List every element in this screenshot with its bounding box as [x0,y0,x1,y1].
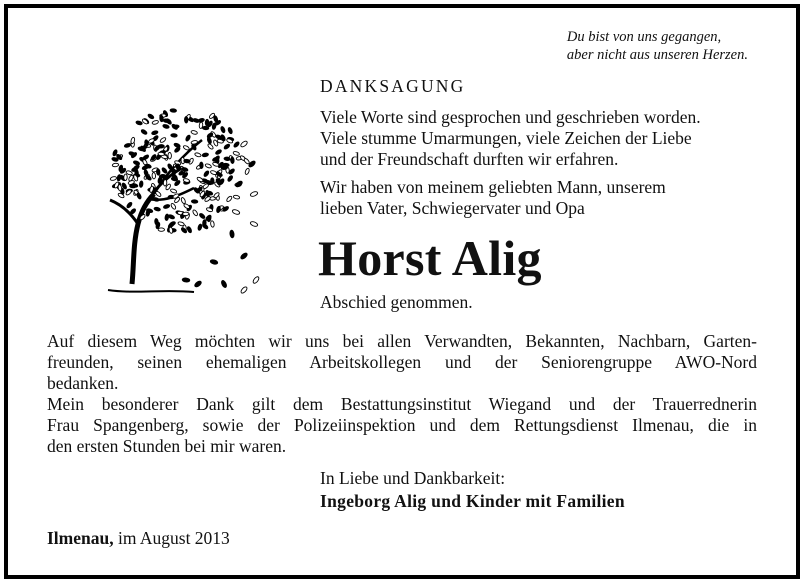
thanks-paragraph-2 [47,394,757,457]
closing-text: In Liebe und Dankbarkeit: [320,468,506,488]
place-date-text: im August 2013 [117,528,230,548]
signers: Ingeborg Alig und Kinder mit Familien [320,491,625,511]
intro-line-3: und der Freundschaft durften wir erfahren. [320,149,619,169]
thanks-line: den ersten Stunden bei mir waren. [47,436,287,456]
motto-line-1: Du bist von uns gegangen, [566,29,722,45]
motto [567,28,748,64]
intro-text [320,107,701,170]
thanks-body [47,331,757,457]
motto-line-2: aber nicht aus unseren Herzen. [566,47,748,63]
place-date [47,528,230,549]
windblown-tree-icon [94,84,264,306]
thanks-paragraph-1 [47,331,757,394]
intro-line-1: Viele Worte sind gesprochen und geschrieben worden. [320,107,701,127]
deceased-name: Horst Alig [318,230,542,286]
farewell-text [320,177,666,219]
thanks-line: bedanken. [47,373,119,393]
thanks-line: freunden, seinen ehemaligen Arbeitskollegen und der Seniorengruppe AWO-Nord [47,352,757,372]
heading: DANKSAGUNG [320,76,466,96]
thanks-line: Auf diesem Weg möchten wir uns bei allen Verwandten, Bekannten, Nachbarn, Garten- [47,331,757,351]
place-city: Ilmenau, [47,528,114,548]
thanks-line: Frau Spangenberg, sowie der Polizeiinspektion und dem Rettungsdienst Ilmenau, die in [47,415,757,435]
intro-line-2: Viele stumme Umarmungen, viele Zeichen der Liebe [320,128,692,148]
farewell-line-1: Wir haben von meinem geliebten Mann, unserem [320,177,666,197]
farewell-line-2: lieben Vater, Schwiegervater und Opa [320,198,585,218]
thanks-line: Mein besonderer Dank gilt dem Bestattungsinstitut Wiegand und der Trauerrednerin [47,394,757,414]
farewell-end: Abschied genommen. [320,292,473,312]
